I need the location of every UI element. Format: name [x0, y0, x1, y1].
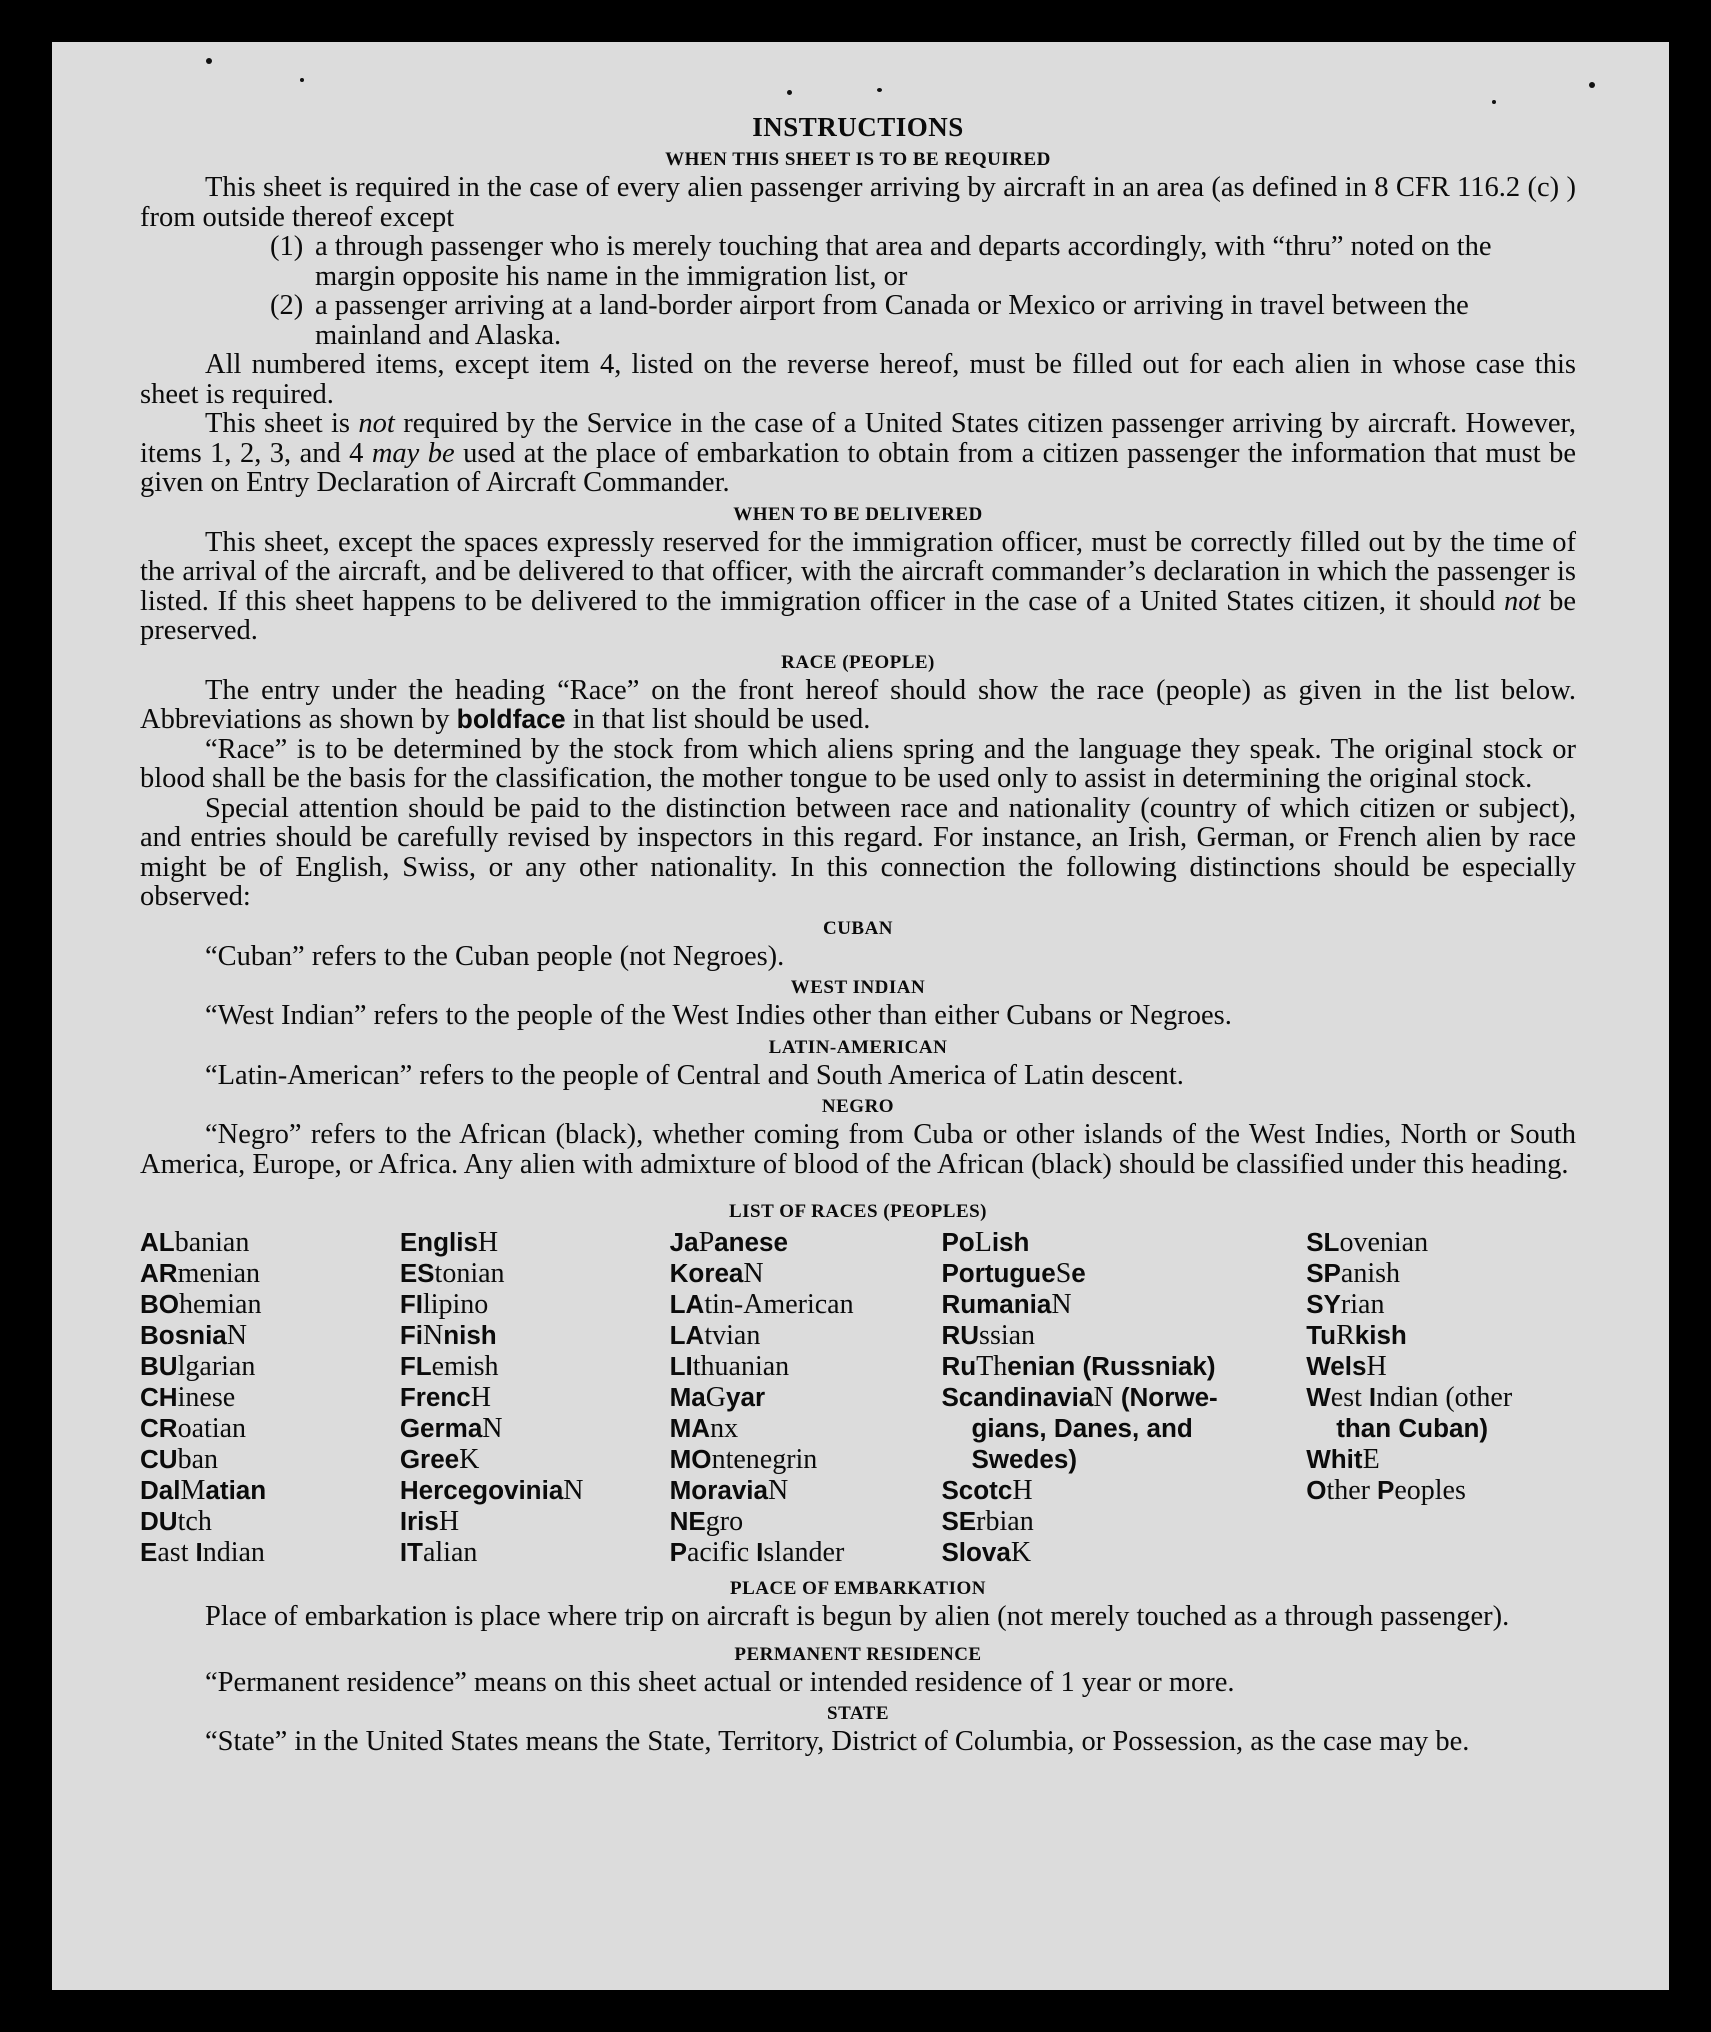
race-entry: FLemish [399, 1351, 499, 1382]
scan-speck [787, 90, 792, 95]
latin-american-text: “Latin-American” refers to the people of Central and South America of Latin descent. [205, 1059, 1184, 1091]
race-entry: SPanish [1306, 1258, 1401, 1289]
race-entry: PoLish [941, 1227, 1030, 1258]
race-entry: MAnx [669, 1413, 739, 1444]
race-para-1: The entry under the heading “Race” on the front hereof should show the race (people) as given in the list below. Abbreviations as shown by boldface in that list should be used. [140, 674, 1576, 735]
race-entry: KoreaN [669, 1258, 764, 1289]
race-entry: ARmenian [140, 1258, 261, 1289]
state-text: “State” in the United States means the State, Territory, District of Columbia, or Possession, as the case may be. [205, 1726, 1470, 1757]
exception-item-1: (1) a through passenger who is merely touching that area and departs accordingly, with “thru” noted on the margin opposite his name in the immigration list, or [270, 231, 1492, 292]
section-heading-when-required: WHEN THIS SHEET IS TO BE REQUIRED [665, 149, 1051, 170]
section-heading-place-of-embarkation: PLACE OF EMBARKATION [730, 1578, 986, 1599]
race-entry: Swedes) [971, 1444, 1078, 1474]
race-entry: BUlgarian [140, 1351, 256, 1382]
race-entry: LAtin-American [669, 1289, 854, 1320]
race-entry: JaPanese [669, 1227, 788, 1258]
race-entry: CHinese [140, 1382, 236, 1413]
race-entry: FrencH [399, 1382, 491, 1413]
section-heading-negro: NEGRO [821, 1096, 895, 1117]
race-entry: IrisH [399, 1506, 460, 1537]
race-entry: LIthuanian [669, 1351, 790, 1382]
race-entry: RuThenian (Russniak) [941, 1351, 1216, 1382]
section-heading-when-delivered: WHEN TO BE DELIVERED [733, 503, 983, 525]
race-entry: Other Peoples [1306, 1475, 1466, 1506]
negro-text: “Negro” refers to the African (black), whether coming from Cuba or other islands of the West Indies, North or South America, Europe, or Africa. Any alien with admixture of blood of the African (black) should be classified under this heading. [140, 1119, 1576, 1180]
race-entry: ALbanian [140, 1227, 250, 1258]
section-heading-permanent-residence: PERMANENT RESIDENCE [734, 1643, 982, 1665]
race-entry: SErbian [941, 1506, 1034, 1537]
race-entry: EStonian [399, 1258, 505, 1289]
race-entry: GermaN [399, 1413, 503, 1444]
list-of-races [140, 1227, 1576, 1568]
scan-speck [1492, 100, 1496, 104]
west-indian-text: “West Indian” refers to the people of the West Indies other than either Cubans or Negroes. [205, 1000, 1232, 1031]
race-entry: MoraviaN [669, 1475, 789, 1506]
race-entry: RumaniaN [941, 1289, 1072, 1320]
race-column-5 [1306, 1227, 1576, 1568]
race-para-3: Special attention should be paid to the distinction between race and nationality (country of which citizen or subject), and entries should be carefully revised by inspectors in this regard. For instance, an Irish, German, or French alien by race might be of English, Swiss, or any other nationality. In this connection the following distinctions should be especially observed: [140, 792, 1576, 912]
race-entry: Pacific Islander [669, 1537, 845, 1568]
race-entry: ScandinaviaN (Norwe- [941, 1382, 1218, 1413]
race-entry: LAtvian [669, 1320, 761, 1351]
race-entry: FIlipino [399, 1289, 489, 1320]
race-entry: BOhemian [140, 1289, 262, 1320]
section-heading-cuban: CUBAN [822, 917, 894, 939]
race-entry: CRoatian [140, 1413, 247, 1444]
race-entry: MaGyar [669, 1382, 766, 1413]
race-entry: East Indian [140, 1537, 265, 1568]
when-required-para-3: This sheet is not required by the Service in the case of a United States citizen passenger arriving by aircraft. However, items 1, 2, 3, and 4 may be used at the place of embarkation to obtain from a citizen passenger the information that must be given on Entry Declaration of Aircraft Commander. [140, 408, 1576, 498]
race-entry: ScotcH [941, 1475, 1033, 1506]
race-entry: SLovenian [1306, 1227, 1429, 1258]
race-entry: HercegoviniaN [399, 1475, 584, 1506]
race-entry: WelsH [1306, 1351, 1387, 1382]
document-sheet [52, 42, 1669, 1990]
race-entry: SYrian [1306, 1289, 1385, 1320]
race-entry: FiNnish [399, 1320, 497, 1351]
race-entry: EnglisH [399, 1227, 499, 1258]
race-entry: DUtch [140, 1506, 212, 1537]
instructions-content [140, 112, 1576, 1757]
race-entry: BosniaN [140, 1320, 248, 1351]
when-required-intro: This sheet is required in the case of every alien passenger arriving by aircraft in an area (as defined in 8 CFR 116.2 (c) ) from outside thereof except [140, 172, 1576, 233]
scan-speck [206, 58, 212, 64]
race-entry: PortugueSe [941, 1258, 1086, 1289]
race-para-2: “Race” is to be determined by the stock from which aliens spring and the language they speak. The original stock or blood shall be the basis for the classification, the mother tongue to be used only to assist in determining the original stock. [140, 733, 1576, 794]
scan-speck [300, 78, 304, 82]
permanent-residence-text: “Permanent residence” means on this sheet actual or intended residence of 1 year or more. [205, 1666, 1235, 1698]
section-heading-west-indian: WEST INDIAN [790, 977, 926, 998]
section-heading-race: RACE (PEOPLE) [781, 651, 935, 673]
race-column-3 [670, 1227, 942, 1568]
section-heading-list-of-races: LIST OF RACES (PEOPLES) [728, 1201, 988, 1222]
race-entry: WhitE [1306, 1444, 1380, 1475]
race-entry: ITalian [399, 1537, 478, 1568]
race-entry: GreeK [399, 1444, 480, 1475]
race-entry: MOntenegrin [669, 1444, 818, 1475]
scan-speck [877, 88, 882, 92]
page-title: INSTRUCTIONS [752, 112, 964, 142]
section-heading-state: STATE [827, 1703, 889, 1724]
cuban-text: “Cuban” refers to the Cuban people (not Negroes). [205, 940, 785, 972]
race-entry: SlovaK [941, 1537, 1032, 1568]
race-entry: gians, Danes, and [971, 1413, 1193, 1443]
section-heading-latin-american: LATIN-AMERICAN [768, 1036, 948, 1058]
place-of-embarkation-text: Place of embarkation is place where trip on aircraft is begun by alien (not merely touched as a through passenger). [205, 1601, 1510, 1632]
race-entry: West Indian (other [1306, 1382, 1513, 1413]
race-entry: DalMatian [140, 1475, 267, 1506]
race-entry: TuRkish [1306, 1320, 1407, 1351]
race-column-4 [941, 1227, 1306, 1568]
race-entry: CUban [140, 1444, 219, 1475]
race-entry: than Cuban) [1336, 1413, 1489, 1443]
exception-item-2: (2) a passenger arriving at a land-border airport from Canada or Mexico or arriving in travel between the mainland and Alaska. [270, 290, 1469, 351]
race-column-2 [400, 1227, 670, 1568]
race-column-1 [140, 1227, 400, 1568]
when-delivered-text: This sheet, except the spaces expressly reserved for the immigration officer, must be correctly filled out by the time of the arrival of the aircraft, and be delivered to that officer, with the aircraft commander’s declaration in which the passenger is listed. If this sheet happens to be delivered to the immigration officer in the case of a United States citizen, it should not be preserved. [140, 526, 1576, 646]
scan-speck [1589, 82, 1595, 88]
when-required-para-2: All numbered items, except item 4, listed on the reverse hereof, must be filled out for each alien in whose case this sheet is required. [140, 349, 1576, 410]
race-entry: RUssian [941, 1320, 1036, 1351]
race-entry: NEgro [669, 1506, 744, 1537]
